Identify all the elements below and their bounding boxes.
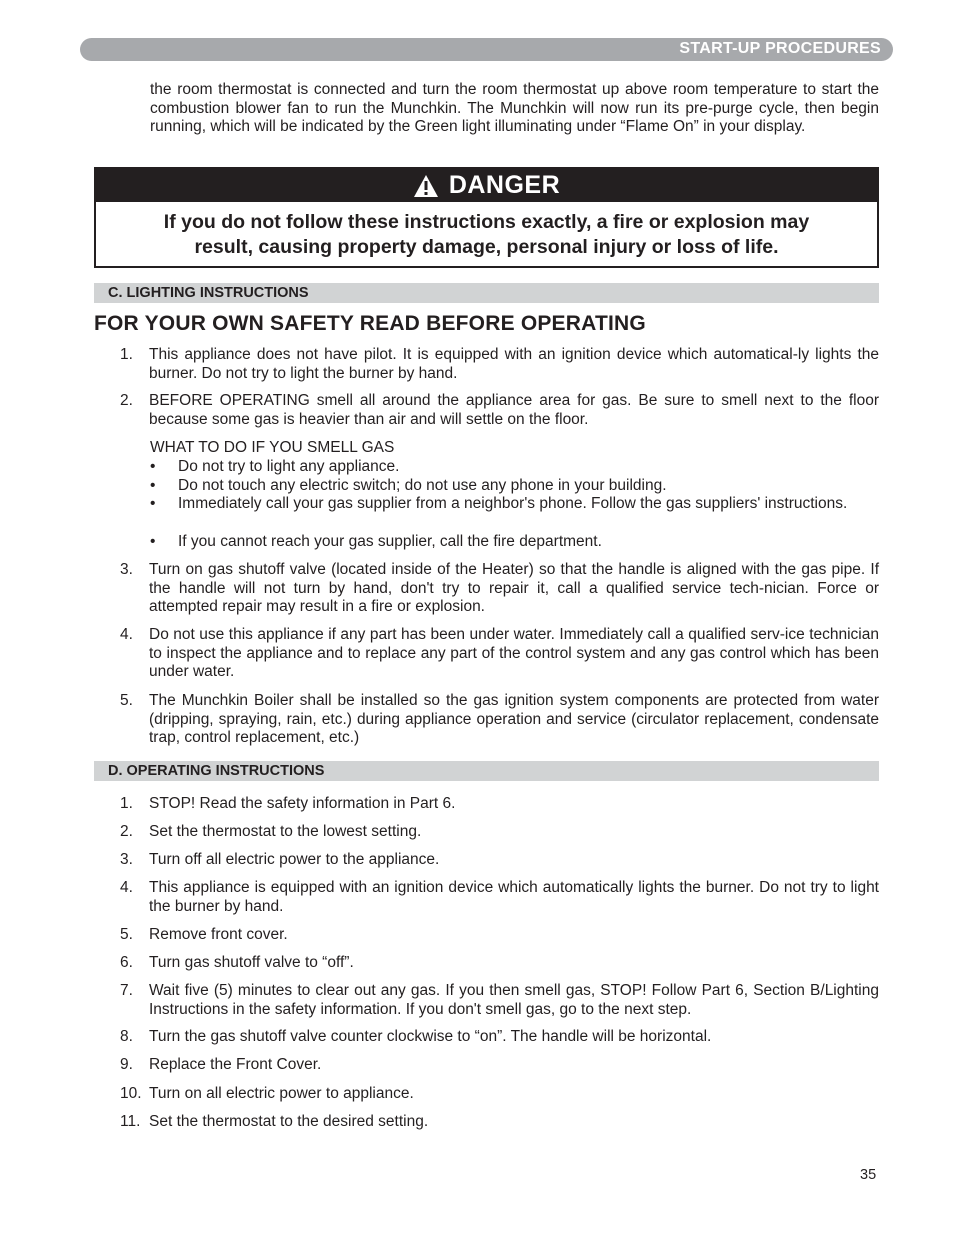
item-number: 1. bbox=[120, 346, 133, 363]
lighting-item-5 bbox=[120, 692, 879, 748]
item-number: 9. bbox=[120, 1056, 133, 1073]
intro-paragraph: the room thermostat is connected and turn the room thermostat up above room temperature to start the combustion blower fan to run the Munchkin. The Munchkin will now run its pre-purge cycle, then begin running, which will be indicated by the Green light illuminating under “Flame On” in your display. bbox=[150, 81, 879, 136]
item-number: 6. bbox=[120, 954, 133, 971]
danger-message-line-1: If you do not follow these instructions exactly, a fire or explosion may bbox=[163, 211, 810, 233]
safety-heading: FOR YOUR OWN SAFETY READ BEFORE OPERATING bbox=[94, 312, 646, 335]
section-header-title: START-UP PROCEDURES bbox=[679, 40, 881, 57]
danger-box bbox=[94, 167, 879, 268]
lighting-item-2 bbox=[120, 392, 879, 429]
item-text: Turn the gas shutoff valve counter clockwise to “on”. The handle will be horizontal. bbox=[149, 1028, 712, 1045]
item-number: 4. bbox=[120, 879, 133, 896]
page-number: 35 bbox=[860, 1167, 877, 1183]
bullet-text: Immediately call your gas supplier from a neighbor's phone. Follow the gas suppliers' instructions. bbox=[178, 495, 848, 512]
smell-gas-bullet bbox=[150, 533, 879, 552]
lighting-item-4 bbox=[120, 626, 879, 682]
danger-header bbox=[96, 169, 877, 202]
bullet-icon: • bbox=[150, 495, 156, 512]
operating-item-6 bbox=[120, 954, 879, 973]
operating-item-7 bbox=[120, 982, 879, 1019]
item-text: This appliance is equipped with an ignition device which automatically lights the burner. Do not try to light the burner by hand. bbox=[149, 879, 879, 915]
smell-gas-heading: WHAT TO DO IF YOU SMELL GAS bbox=[150, 439, 395, 456]
item-number: 11. bbox=[120, 1113, 141, 1130]
item-number: 3. bbox=[120, 561, 133, 578]
operating-item-10 bbox=[120, 1085, 879, 1104]
section-c-title: C. LIGHTING INSTRUCTIONS bbox=[94, 283, 879, 303]
item-text: Set the thermostat to the desired setting. bbox=[149, 1113, 429, 1130]
item-text: STOP! Read the safety information in Part 6. bbox=[149, 795, 456, 812]
bullet-text: Do not try to light any appliance. bbox=[178, 458, 400, 475]
item-text: Do not use this appliance if any part has been under water. Immediately call a qualified serv-ice technician to inspect the appliance and to replace any part of the control system and any gas control which has been under water. bbox=[149, 626, 879, 681]
item-text: Turn off all electric power to the appliance. bbox=[149, 851, 440, 868]
item-number: 3. bbox=[120, 851, 133, 868]
operating-item-11 bbox=[120, 1113, 879, 1132]
item-text: Turn on gas shutoff valve (located inside of the Heater) so that the handle is aligned with the gas pipe. If the handle will not turn by hand, don't try to repair it, call a qualified service tech-nician. Force or attempted repair may result in a fire or explosion. bbox=[149, 561, 879, 616]
bullet-icon: • bbox=[150, 458, 156, 475]
warning-triangle-icon bbox=[413, 174, 439, 198]
item-number: 5. bbox=[120, 692, 133, 709]
item-text: The Munchkin Boiler shall be installed so the gas ignition system components are protected from water (dripping, spraying, rain, etc.) during appliance operation and service (circulator replacement, condensate trap, control replacement, etc.) bbox=[149, 692, 879, 747]
item-number: 2. bbox=[120, 392, 133, 409]
operating-item-9 bbox=[120, 1056, 879, 1075]
operating-item-8 bbox=[120, 1028, 879, 1047]
item-number: 7. bbox=[120, 982, 133, 999]
item-number: 10. bbox=[120, 1085, 142, 1102]
item-text: Replace the Front Cover. bbox=[149, 1056, 322, 1073]
smell-gas-bullet bbox=[150, 495, 879, 514]
danger-label: DANGER bbox=[448, 171, 561, 199]
item-number: 4. bbox=[120, 626, 133, 643]
bullet-text: If you cannot reach your gas supplier, call the fire department. bbox=[178, 533, 602, 550]
operating-item-3 bbox=[120, 851, 879, 870]
lighting-item-1 bbox=[120, 346, 879, 383]
operating-item-2 bbox=[120, 823, 879, 842]
danger-message-line-2: result, causing property damage, personal injury or loss of life. bbox=[194, 236, 779, 258]
section-d-title: D. OPERATING INSTRUCTIONS bbox=[94, 761, 879, 781]
bullet-text: Do not touch any electric switch; do not use any phone in your building. bbox=[178, 477, 667, 494]
item-text: Set the thermostat to the lowest setting. bbox=[149, 823, 422, 840]
item-number: 8. bbox=[120, 1028, 133, 1045]
item-text: BEFORE OPERATING smell all around the appliance area for gas. Be sure to smell next to the floor because some gas is heavier than air and will settle on the floor. bbox=[149, 392, 879, 428]
section-header-bar bbox=[80, 38, 893, 61]
item-text: Turn gas shutoff valve to “off”. bbox=[149, 954, 354, 971]
item-number: 5. bbox=[120, 926, 133, 943]
item-text: Wait five (5) minutes to clear out any gas. If you then smell gas, STOP! Follow Part 6, Section B/Lighting Instructions in the safety information. If you don't smell gas, go to the next step. bbox=[149, 982, 879, 1018]
bullet-icon: • bbox=[150, 533, 156, 550]
item-text: This appliance does not have pilot. It is equipped with an ignition device which automatical-ly lights the burner. Do not try to light the burner by hand. bbox=[149, 346, 879, 382]
danger-message bbox=[96, 202, 877, 260]
smell-gas-bullet bbox=[150, 477, 879, 496]
item-text: Turn on all electric power to appliance. bbox=[149, 1085, 414, 1102]
item-number: 2. bbox=[120, 823, 133, 840]
bullet-icon: • bbox=[150, 477, 156, 494]
item-number: 1. bbox=[120, 795, 133, 812]
operating-item-5 bbox=[120, 926, 879, 945]
operating-item-1 bbox=[120, 795, 879, 814]
lighting-item-3 bbox=[120, 561, 879, 617]
item-text: Remove front cover. bbox=[149, 926, 288, 943]
smell-gas-bullet bbox=[150, 458, 879, 477]
operating-item-4 bbox=[120, 879, 879, 916]
